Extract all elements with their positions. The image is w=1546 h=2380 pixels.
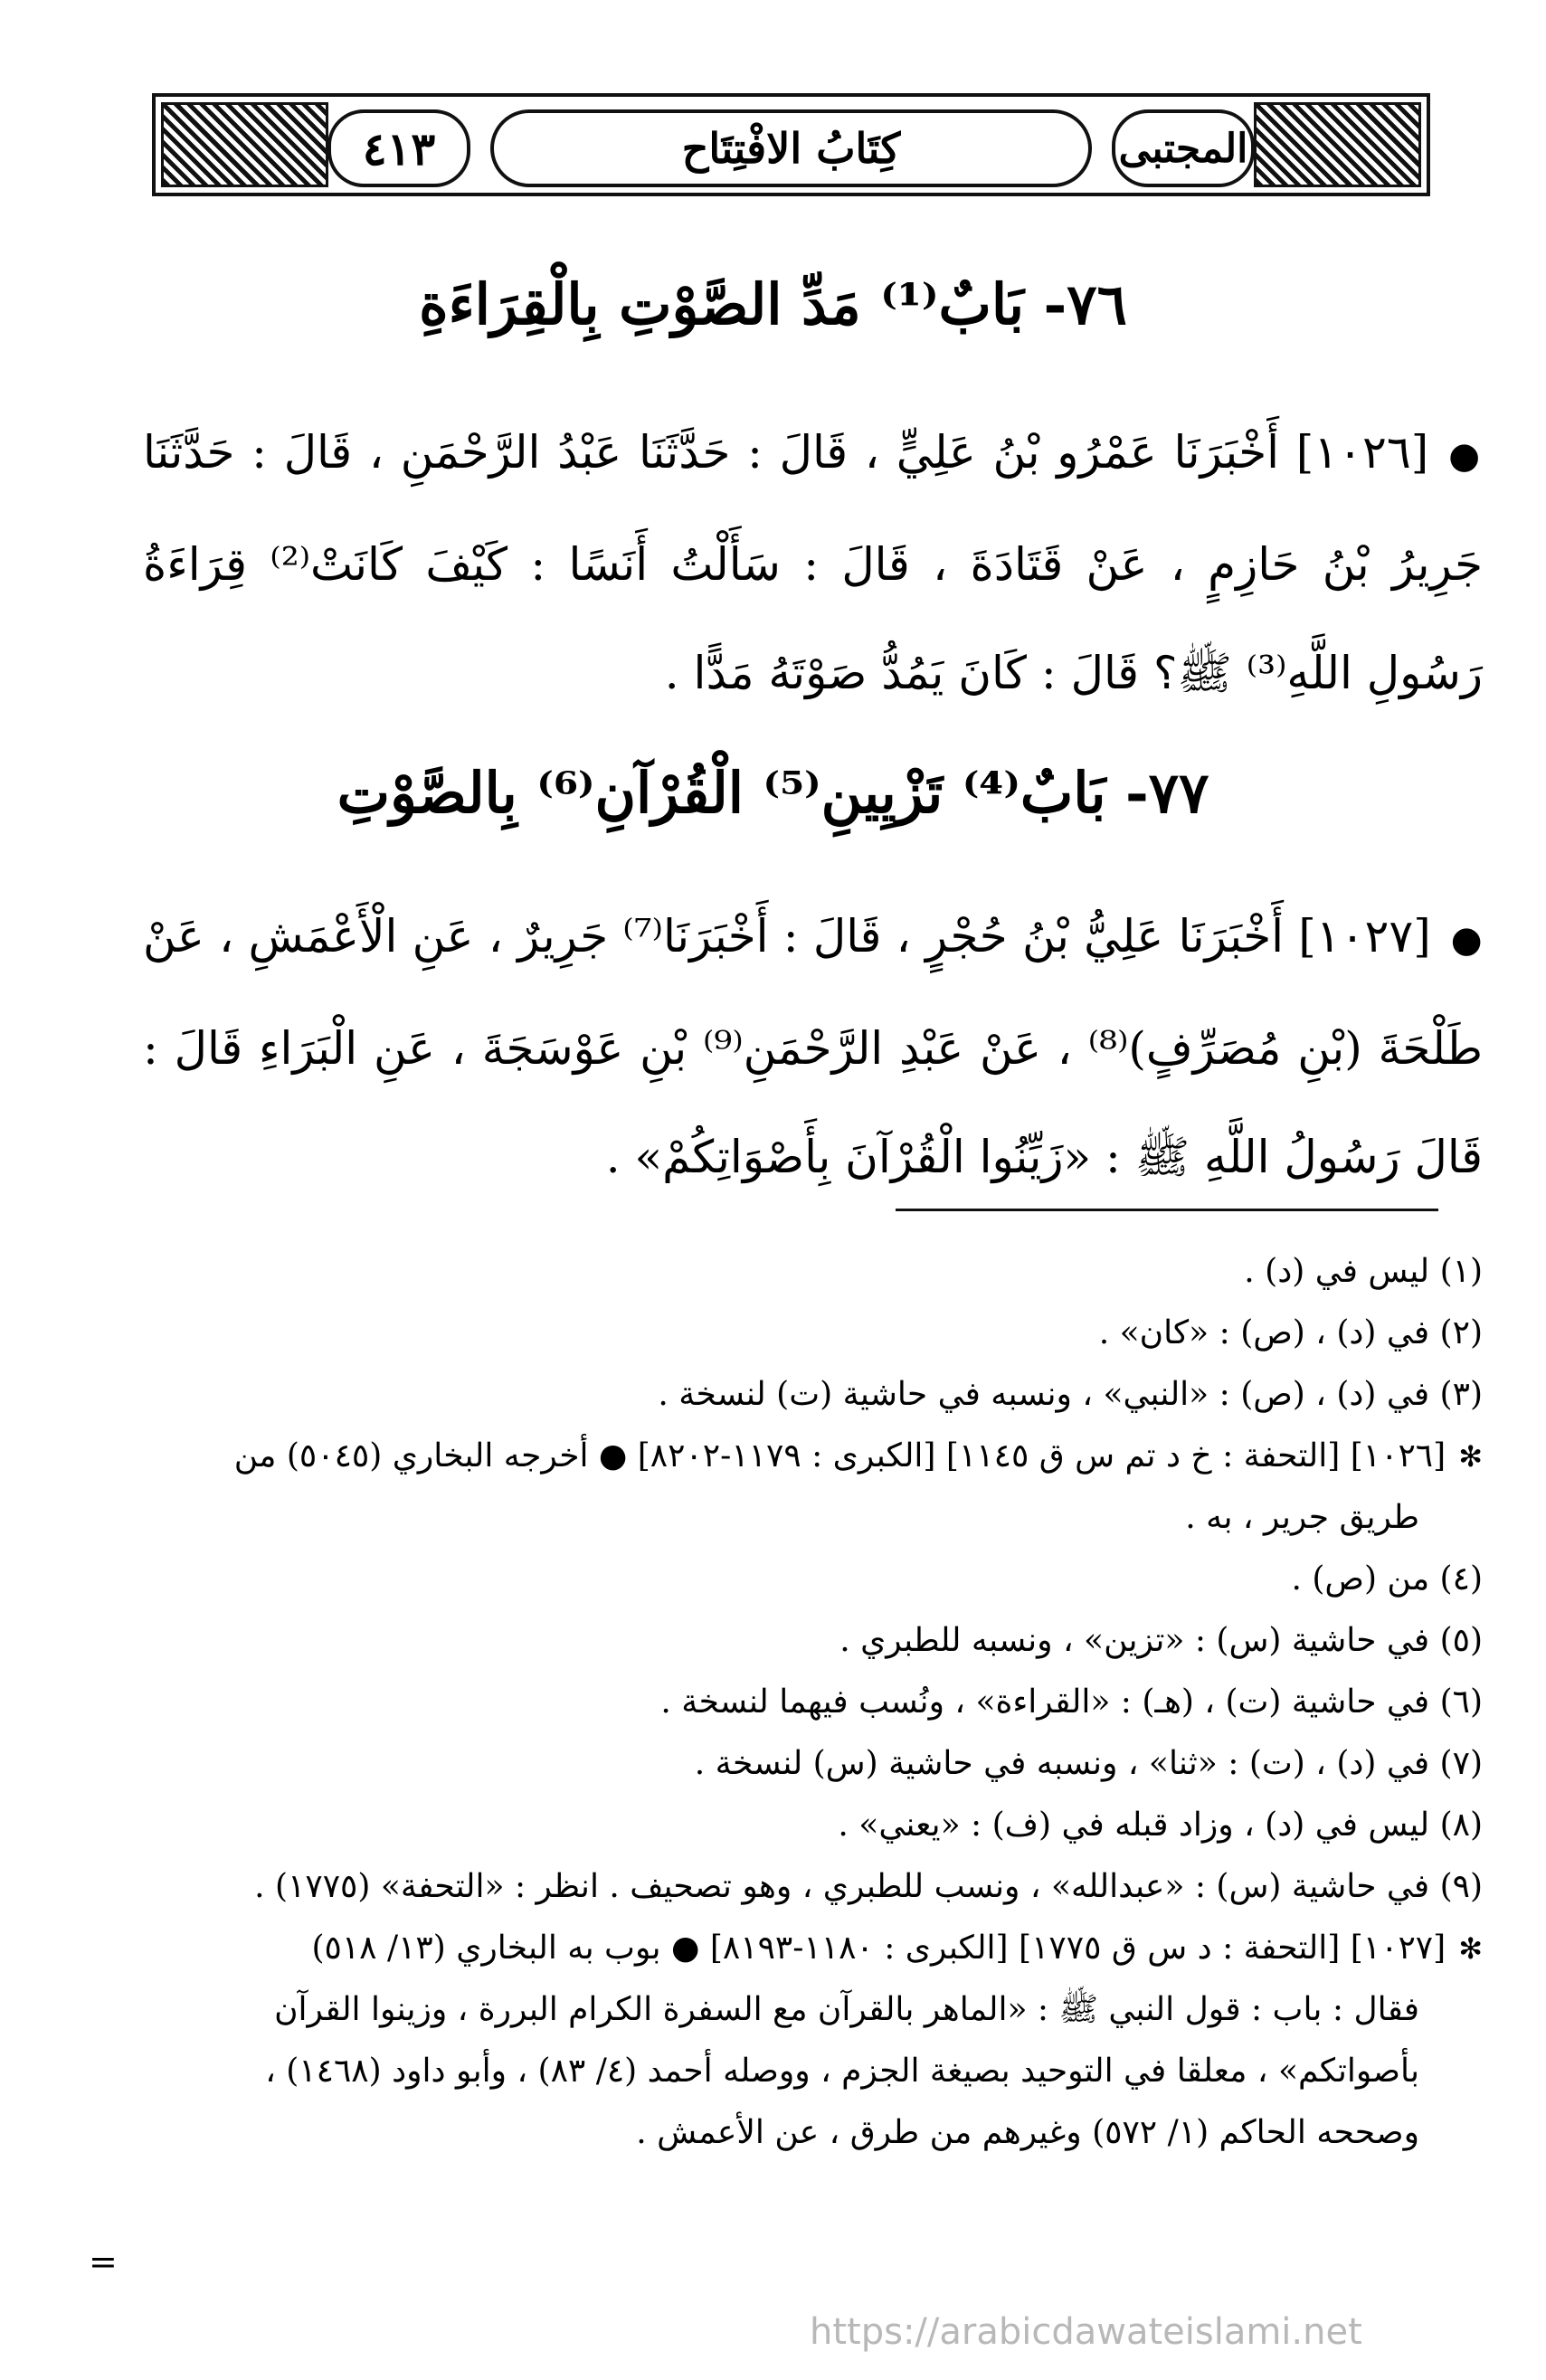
- tahqiq-1027: [145, 1918, 1483, 1979]
- chapter-77-title: ٧٧- بَابٌ⁽⁴⁾ تَزْيِينِ⁽⁵⁾ الْقُرْآنِ⁽⁶⁾ بِالصَّوْتِ: [337, 760, 1209, 826]
- chapter-76-title: ٧٦- بَابٌ⁽¹⁾ مَدِّ الصَّوْتِ بِالْقِرَاءَةِ: [419, 271, 1127, 337]
- watermark-url: https://arabicdawateislami.net: [810, 2311, 1362, 2353]
- page-number: ٤١٣: [327, 109, 470, 187]
- bullet-icon: ●: [1448, 435, 1484, 477]
- tahqiq-1027-line-1: [١٠٢٧] [التحفة : د س ق ١٧٧٥] [الكبرى : ١١٨٠-٨١٩٣] ● بوب به البخاري (١٣/ ٥١٨): [311, 1930, 1446, 1967]
- tahqiq-1027-line-3: بأصواتكم» ، معلقا في التوحيد بصيغة الجزم ، ووصله أحمد (٤/ ٨٣) ، وأبو داود (١٤٦٨) ،: [265, 2053, 1419, 2090]
- header-ornament-left: [161, 102, 328, 187]
- tahqiq-1027-line-2: فقال : باب : قول النبي ﷺ : «الماهر بالقرآن مع السفرة الكرام البررة ، وزينوا القرآن: [274, 1991, 1419, 2028]
- tahqiq-1026-line-1: [١٠٢٦] [التحفة : خ د تم س ق ١١٤٥] [الكبرى : ١١٧٩-٨٢٠٢] ● أخرجه البخاري (٥٠٤٥) من: [233, 1437, 1446, 1474]
- page-header: [152, 93, 1430, 196]
- hadith-1026: [143, 398, 1483, 727]
- footnote-5: (٥) في حاشية (س) : «تزين» ، ونسبه للطبري .: [839, 1622, 1483, 1659]
- footnote-2: (٢) في (د) ، (ص) : «كان» .: [1098, 1314, 1483, 1351]
- tahqiq-1026: [145, 1426, 1483, 1487]
- bullet-icon: ●: [1450, 919, 1483, 961]
- asterisk-icon: ✻: [1458, 1439, 1483, 1474]
- footnote-divider: [896, 1209, 1438, 1211]
- asterisk-icon: ✻: [1458, 1931, 1483, 1966]
- hadith-1027: [143, 882, 1483, 1211]
- footnote-3: (٣) في (د) ، (ص) : «النبي» ، ونسبه في حاشية (ت) لنسخة .: [658, 1376, 1483, 1413]
- header-ornament-right: [1254, 102, 1421, 187]
- book-title: كِتَابُ الافْتِتَاح: [490, 109, 1092, 187]
- footnote-1: (١) ليس في (د) .: [1244, 1253, 1483, 1290]
- footnote-6: (٦) في حاشية (ت) ، (هـ) : «القراءة» ، ونُسب فيهما لنسخة .: [660, 1683, 1483, 1721]
- footnote-4: (٤) من (ص) .: [1291, 1560, 1483, 1598]
- continuation-mark: =: [89, 2242, 118, 2281]
- hadith-1026-text: [١٠٢٦] أَخْبَرَنَا عَمْرُو بْنُ عَلِيٍّ ، قَالَ : حَدَّثَنَا عَبْدُ الرَّحْمَنِ ، قَالَ : حَدَّثَنَا جَرِيرُ بْنُ حَازِمٍ ، عَنْ قَتَادَةَ ، قَالَ : سَأَلْتُ أَنَسًا : كَيْفَ كَانَتْ⁽²⁾ قِرَاءَةُ رَسُولِ اللَّهِ⁽³⁾ ﷺ؟ قَالَ : كَانَ يَمُدُّ صَوْتَهُ مَدًّا .: [143, 426, 1484, 699]
- tahqiq-1027-line-4: وصححه الحاكم (١/ ٥٧٢) وغيرهم من طرق ، عن الأعمش .: [636, 2114, 1419, 2151]
- series-logo: المجتبى: [1112, 109, 1255, 187]
- footnote-9: (٩) في حاشية (س) : «عبدالله» ، ونسب للطبري ، وهو تصحيف . انظر : «التحفة» (١٧٧٥) .: [254, 1868, 1483, 1905]
- tahqiq-1026-line-2: طريق جرير ، به .: [1185, 1499, 1419, 1536]
- footnote-8: (٨) ليس في (د) ، وزاد قبله في (ف) : «يعني» .: [838, 1806, 1483, 1844]
- hadith-1027-text: [١٠٢٧] أَخْبَرَنَا عَلِيُّ بْنُ حُجْرٍ ، قَالَ : أَخْبَرَنَا⁽⁷⁾ جَرِيرٌ ، عَنِ الْأَعْمَشِ ، عَنْ طَلْحَةَ (بْنِ مُصَرِّفٍ)⁽⁸⁾ ، عَنْ عَبْدِ الرَّحْمَنِ⁽⁹⁾ بْنِ عَوْسَجَةَ ، عَنِ الْبَرَاءِ قَالَ : قَالَ رَسُولُ اللَّهِ ﷺ : «زَيِّنُوا الْقُرْآنَ بِأَصْوَاتِكُمْ» .: [143, 910, 1483, 1183]
- footnotes: [145, 1241, 1483, 2164]
- footnote-7: (٧) في (د) ، (ت) : «ثنا» ، ونسبه في حاشية (س) لنسخة .: [694, 1745, 1483, 1782]
